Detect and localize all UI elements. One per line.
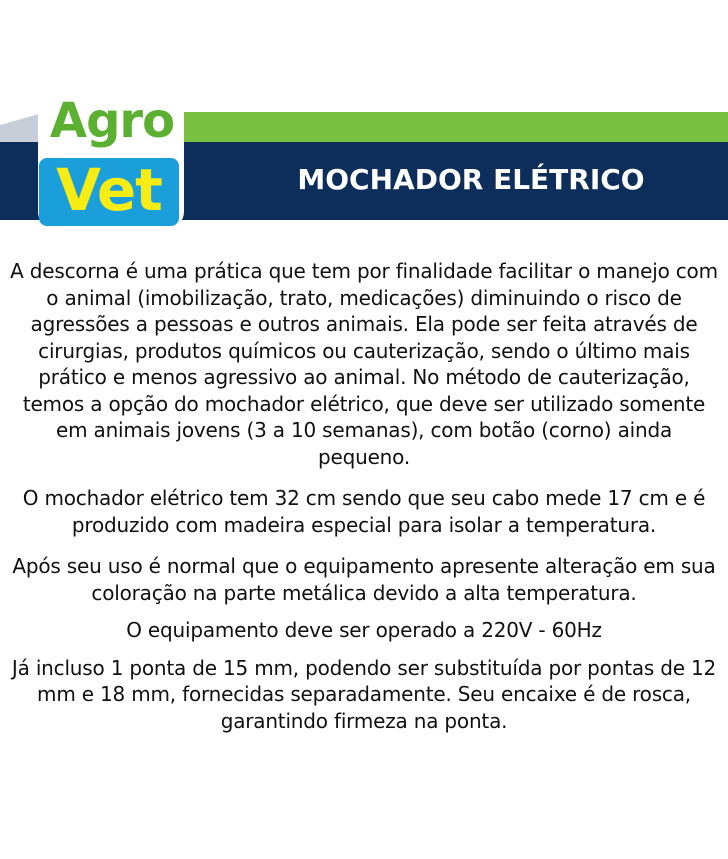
header-banner	[0, 0, 728, 240]
description	[0, 258, 728, 749]
paragraph-descorna: A descorna é uma prática que tem por finalidade facilitar o manejo com o animal (imobilização, trato, medicações) diminuindo o risco de agressões a pessoas e outros animais. Ela pode ser feita através de cirurgias, produtos químicos ou cauterização, sendo o último mais prático e menos agressivo ao animal. No método de cauterização, temos a opção do mochador elétrico, que deve ser utilizado somente em animais jovens (3 a 10 semanas), com botão (corno) ainda pequeno.	[10, 259, 718, 469]
paragraph-coloration: Após seu uso é normal que o equipamento apresente alteração em sua coloração na parte metálica devido a alta temperatura.	[12, 554, 716, 605]
logo-agro-text: Agro	[49, 93, 175, 149]
paragraph-dimensions: O mochador elétrico tem 32 cm sendo que seu cabo mede 17 cm e é produzido com madeira especial para isolar a temperatura.	[22, 486, 706, 537]
paragraph-voltage: O equipamento deve ser operado a 220V - 60Hz	[126, 618, 602, 642]
logo-vet-text: Vet	[56, 156, 162, 224]
page-title: MOCHADOR ELÉTRICO	[297, 163, 645, 196]
green-stripe	[150, 112, 728, 142]
paragraph-tips: Já incluso 1 ponta de 15 mm, podendo ser substituída por pontas de 12 mm e 18 mm, fornecidas separadamente. Seu encaixe é de rosca, garantindo firmeza na ponta.	[11, 655, 717, 733]
